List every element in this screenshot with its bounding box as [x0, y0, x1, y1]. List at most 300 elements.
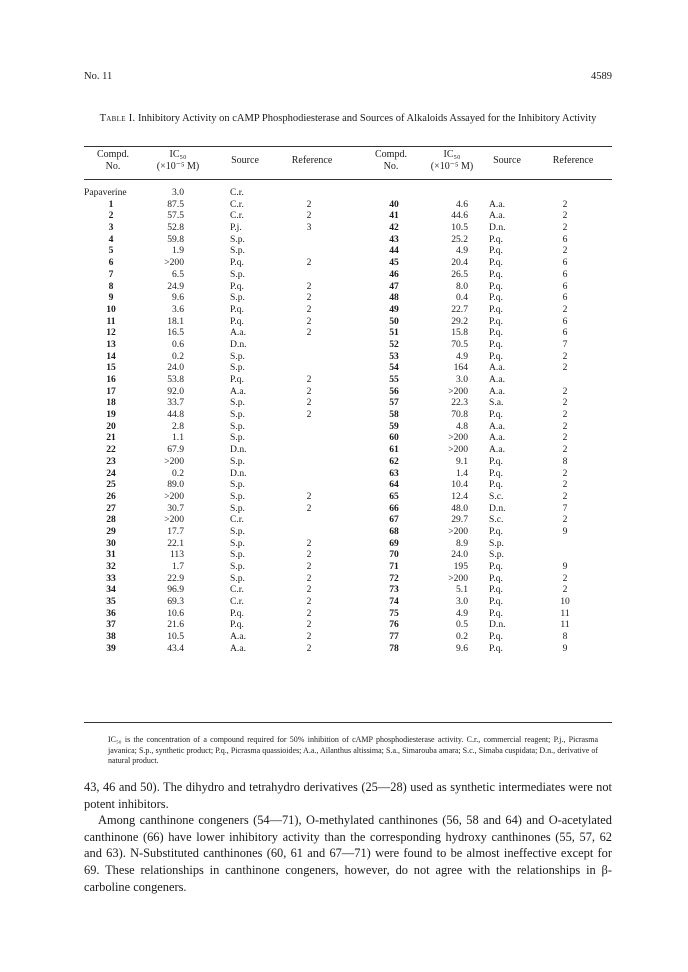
paragraph-2: Among canthinone congeners (54—71), O-methylated canthinones (56, 58 and 64) and O-acetylated canthinone (66) have lower inhibitory activity than the corresponding hydroxy canthinones (55, 57, 62 and 63). N-Substituted canthinones (60, 61 and 67—71) were found to be almost ineffective except for 69. These relationships in canthinone congeners, however, do not agree with the relationships in β-carboline congeners.: [84, 813, 612, 894]
source-cell-2: A.a.: [489, 432, 505, 444]
ic50-value-cell-2: 24.0: [451, 549, 468, 561]
table-row: [84, 514, 612, 526]
table-row: [84, 631, 612, 643]
reference-cell: 2: [306, 198, 312, 210]
reference-cell-2: 2: [562, 397, 568, 409]
source-cell-2: P.q.: [489, 327, 503, 339]
reference-cell: 2: [306, 607, 312, 619]
ic50-value-cell: 10.5: [167, 631, 184, 643]
ic50-value-cell-2: 44.6: [451, 210, 468, 222]
compound-no-cell-2: 55: [389, 374, 399, 385]
ic50-value-cell: 30.7: [167, 502, 184, 514]
source-cell-2: P.q.: [489, 268, 503, 280]
compound-no-cell-2: 78: [389, 642, 399, 654]
ic50-value-cell: 89.0: [167, 479, 184, 491]
source-cell: S.p.: [230, 490, 245, 502]
reference-cell-2: 6: [562, 233, 568, 245]
source-cell: S.p.: [230, 561, 245, 572]
reference-cell-2: 6: [562, 257, 568, 269]
source-cell-2: P.q.: [489, 455, 503, 467]
ic50-value-cell: >200: [164, 257, 184, 269]
reference-cell-2: 2: [562, 362, 568, 374]
ic50-value-cell: 21.6: [167, 619, 184, 631]
compound-no-cell: 22: [106, 444, 116, 456]
reference-cell-2: 7: [562, 338, 568, 350]
compound-no-cell: 35: [106, 596, 116, 608]
source-cell: P.q.: [230, 303, 244, 315]
source-cell: S.p.: [230, 572, 245, 584]
compound-no-cell-2: 75: [389, 607, 399, 619]
ic50-value-cell: 16.5: [167, 327, 184, 339]
reference-cell: 2: [306, 303, 312, 315]
reference-cell: 2: [306, 537, 312, 549]
reference-cell-2: 2: [562, 303, 568, 315]
source-cell-2: P.q.: [489, 467, 503, 479]
compound-no-cell-2: 61: [389, 444, 399, 456]
ic50-value-cell-2: 22.7: [451, 303, 468, 315]
table-row: [84, 479, 612, 491]
reference-cell: 2: [306, 280, 312, 292]
table-row: [84, 549, 612, 561]
compound-no-cell: 34: [106, 584, 116, 596]
source-cell-2: P.q.: [489, 292, 503, 304]
compound-no-cell-2: 73: [389, 584, 399, 596]
table-row: [84, 362, 612, 374]
ic50-value-cell-2: 0.5: [456, 619, 468, 631]
compound-no-cell-2: 66: [389, 502, 399, 514]
reference-cell-2: 2: [562, 467, 568, 479]
compound-no-cell-2: 40: [389, 198, 399, 210]
reference-cell-2: 2: [562, 572, 568, 584]
ic50-value-cell: 33.7: [167, 397, 184, 409]
compound-no-cell: 24: [106, 467, 116, 479]
source-cell: A.a.: [230, 327, 246, 339]
table-header-rule: [84, 179, 612, 180]
ic50-value-cell: 6.5: [172, 268, 184, 280]
source-cell-2: D.n.: [489, 222, 506, 234]
table-row: [84, 596, 612, 608]
source-cell-2: P.q.: [489, 642, 503, 654]
source-cell: P.q.: [230, 607, 244, 619]
source-cell: P.q.: [230, 619, 244, 631]
reference-cell: 2: [306, 397, 312, 409]
source-cell: A.a.: [230, 631, 246, 643]
source-cell-2: A.a.: [489, 374, 505, 385]
source-cell: S.p.: [230, 409, 245, 421]
source-cell-2: P.q.: [489, 350, 503, 362]
table-row: [84, 584, 612, 596]
page-number: 4589: [591, 71, 612, 82]
compound-no-cell-2: 45: [389, 257, 399, 269]
compound-no-cell-2: 52: [389, 338, 399, 350]
reference-cell-2: 6: [562, 327, 568, 339]
reference-cell: 2: [306, 374, 312, 385]
reference-cell: 2: [306, 327, 312, 339]
compound-no-cell-2: 72: [389, 572, 399, 584]
reference-cell-2: 11: [560, 619, 570, 631]
ic50-value-cell-2: 8.9: [456, 537, 468, 549]
table-row: [84, 234, 612, 246]
table-row: [84, 409, 612, 421]
ic50-value-cell: 113: [169, 549, 184, 561]
compound-no-cell-2: 47: [389, 280, 399, 292]
source-cell-2: S.p.: [489, 537, 504, 549]
ic50-value-cell-2: 29.7: [451, 514, 468, 526]
col-header-source: Source: [231, 155, 259, 166]
journal-issue: No. 11: [84, 71, 113, 82]
source-cell: S.p.: [230, 502, 245, 514]
compound-no-cell-2: 71: [389, 561, 399, 572]
col-header-compd-2: [362, 149, 420, 173]
table-row: [84, 643, 612, 655]
compound-no-cell: 9: [108, 292, 114, 304]
reference-cell-2: 2: [562, 420, 568, 432]
source-cell: D.n.: [230, 467, 247, 479]
ic50-value-cell-2: 29.2: [451, 315, 468, 327]
reference-cell: 2: [306, 385, 312, 397]
source-cell: S.p.: [230, 432, 245, 444]
reference-cell-2: 2: [562, 222, 568, 234]
compound-no-cell: 1: [108, 198, 114, 210]
reference-cell-2: 2: [562, 198, 568, 210]
ic50-value-cell: 1.7: [172, 561, 184, 572]
table-row: [84, 199, 612, 211]
col-header-ic50-2: [424, 149, 480, 173]
source-cell-2: P.q.: [489, 303, 503, 315]
source-cell: S.p.: [230, 362, 245, 374]
ic50-value-cell: 57.5: [167, 210, 184, 222]
ic50-value-cell-2: 1.4: [456, 467, 468, 479]
source-cell: A.a.: [230, 385, 246, 397]
ic50-value-cell: 0.2: [172, 467, 184, 479]
source-cell: S.p.: [230, 420, 245, 432]
compound-no-cell: 15: [106, 362, 116, 374]
source-cell-2: A.a.: [489, 198, 505, 210]
source-cell: S.p.: [230, 479, 245, 491]
body-text: [84, 779, 612, 895]
ic50-value-cell-2: 70.8: [451, 409, 468, 421]
source-cell: D.n.: [230, 338, 247, 350]
table-row: [84, 187, 612, 199]
ic50-value-cell: >200: [164, 514, 184, 526]
compound-no-cell-2: 69: [389, 537, 399, 549]
ic50-value-cell-2: 195: [453, 561, 468, 572]
source-cell: C.r.: [230, 198, 244, 210]
reference-cell-2: 2: [562, 245, 568, 257]
source-cell-2: A.a.: [489, 420, 505, 432]
table-row: [84, 292, 612, 304]
table-row: [84, 269, 612, 281]
ic50-value-cell-2: 10.5: [451, 222, 468, 234]
compound-no-cell-2: 42: [389, 222, 399, 234]
reference-cell-2: 2: [562, 514, 568, 526]
ic50-value-cell-2: 4.6: [456, 198, 468, 210]
ic50-value-cell-2: 10.4: [451, 479, 468, 491]
source-cell-2: P.q.: [489, 338, 503, 350]
reference-cell: 2: [306, 596, 312, 608]
compound-no-cell-2: 43: [389, 233, 399, 245]
compound-no-cell-2: 58: [389, 409, 399, 421]
compound-no-cell: 19: [106, 409, 116, 421]
source-cell-2: S.a.: [489, 397, 504, 409]
reference-cell: 2: [306, 549, 312, 561]
source-cell-2: A.a.: [489, 362, 505, 374]
source-cell-2: A.a.: [489, 444, 505, 456]
table-row: [84, 561, 612, 573]
compound-no-cell: 21: [106, 432, 116, 444]
reference-cell-2: 6: [562, 292, 568, 304]
ic50-value-cell: 0.2: [172, 350, 184, 362]
reference-cell: 2: [306, 619, 312, 631]
reference-cell-2: 7: [562, 502, 568, 514]
reference-cell: 2: [306, 292, 312, 304]
source-cell: C.r.: [230, 596, 244, 608]
reference-cell: 2: [306, 631, 312, 643]
table-row: [84, 503, 612, 515]
compound-no-cell: 16: [106, 374, 116, 385]
source-cell-2: P.q.: [489, 561, 503, 572]
compound-no-cell: 6: [108, 257, 114, 269]
reference-cell: 2: [306, 642, 312, 654]
table-row: [84, 432, 612, 444]
ic50-value-cell: 17.7: [167, 525, 184, 537]
reference-cell-2: 6: [562, 315, 568, 327]
ic50-value-cell-2: 4.9: [456, 245, 468, 257]
compound-no-cell-2: 77: [389, 631, 399, 643]
compound-no-cell-2: 49: [389, 303, 399, 315]
compound-no-cell: 31: [106, 549, 116, 561]
table-row: [84, 257, 612, 269]
compound-no-cell: 12: [106, 327, 116, 339]
ic50-value-cell-2: 164: [453, 362, 468, 374]
compound-no-cell-2: 68: [389, 525, 399, 537]
table-bottom-rule: [84, 722, 612, 723]
table-row: [84, 491, 612, 503]
ic50-value-cell-2: 22.3: [451, 397, 468, 409]
table-row: [84, 386, 612, 398]
ic50-value-cell: 92.0: [167, 385, 184, 397]
source-cell: P.q.: [230, 257, 244, 269]
ic50-value-cell: 67.9: [167, 444, 184, 456]
ic50-value-cell-2: 70.5: [451, 338, 468, 350]
col-header-compd-label: Compd.: [97, 149, 129, 160]
reference-cell-2: 2: [562, 584, 568, 596]
compound-no-cell: 2: [108, 210, 114, 222]
source-cell-2: P.q.: [489, 409, 503, 421]
source-cell-2: P.q.: [489, 245, 503, 257]
compound-no-cell-2: 53: [389, 350, 399, 362]
compound-no-cell: 17: [106, 385, 116, 397]
reference-cell-2: 2: [562, 350, 568, 362]
source-cell: C.r.: [230, 187, 244, 198]
source-cell: S.p.: [230, 268, 245, 280]
reference-cell-2: 9: [562, 525, 568, 537]
compound-no-cell: 10: [106, 303, 116, 315]
col-header-compd: [84, 149, 142, 173]
table-footnote: IC₅₀ is the concentration of a compound required for 50% inhibition of cAMP phosphodiesterase activity. C.r., commercial reagent; P.j., Picrasma javanica; S.p., synthetic product; P.q., Picrasma quassioides; A.a., Ailanthus altissima; S.a., Simarouba amara; S.c., Simaba cuspidata; D.n., derivative of natural product.: [108, 735, 598, 765]
ic50-value-cell-2: 26.5: [451, 268, 468, 280]
ic50-value-cell: 53.8: [167, 374, 184, 385]
ic50-value-cell: 96.9: [167, 584, 184, 596]
source-cell-2: P.q.: [489, 479, 503, 491]
compound-no-cell: 26: [106, 490, 116, 502]
compound-no-cell-2: 44: [389, 245, 399, 257]
ic50-value-cell: 43.4: [167, 642, 184, 654]
ic50-value-cell-2: 4.9: [456, 350, 468, 362]
reference-cell: 3: [306, 222, 312, 234]
source-cell-2: S.c.: [489, 490, 504, 502]
col-header-source-2: Source: [493, 155, 521, 166]
source-cell-2: P.q.: [489, 584, 503, 596]
ic50-value-cell: 24.0: [167, 362, 184, 374]
compound-no-cell-2: 60: [389, 432, 399, 444]
col-header-ic50-2-unit: (×10⁻⁵ M): [430, 161, 474, 172]
source-cell: P.q.: [230, 315, 244, 327]
ic50-value-cell-2: 9.1: [456, 455, 468, 467]
col-header-ic50: [150, 149, 206, 173]
source-cell-2: A.a.: [489, 210, 505, 222]
reference-cell-2: 6: [562, 268, 568, 280]
compound-no-cell-2: 76: [389, 619, 399, 631]
ic50-value-cell-2: 12.4: [451, 490, 468, 502]
ic50-value-cell: 9.6: [172, 292, 184, 304]
compound-no-cell: 38: [106, 631, 116, 643]
ic50-value-cell: 2.8: [172, 420, 184, 432]
compound-no-cell: 4: [108, 233, 114, 245]
source-cell: P.j.: [230, 222, 242, 234]
source-cell: S.p.: [230, 455, 245, 467]
compound-no-cell: 13: [106, 338, 116, 350]
col-header-reference-2: Reference: [552, 155, 594, 166]
source-cell-2: P.q.: [489, 315, 503, 327]
reference-cell: 2: [306, 490, 312, 502]
table-row: [84, 339, 612, 351]
table-label: Table I.: [99, 113, 136, 124]
col-header-no-label: No.: [105, 161, 121, 172]
table-row: [84, 397, 612, 409]
ic50-value-cell-2: 20.4: [451, 257, 468, 269]
col-header-ic50-2-label: IC₅₀: [443, 149, 461, 160]
compound-no-cell-2: 64: [389, 479, 399, 491]
ic50-value-cell: 0.6: [172, 338, 184, 350]
reference-cell: 2: [306, 315, 312, 327]
compound-no-cell: 3: [108, 222, 114, 234]
col-header-compd-2-label: Compd.: [375, 149, 407, 160]
ic50-value-cell-2: 0.2: [456, 631, 468, 643]
ic50-value-cell: 24.9: [167, 280, 184, 292]
source-cell: S.p.: [230, 537, 245, 549]
table-row: [84, 421, 612, 433]
compound-no-cell: 23: [106, 455, 116, 467]
source-cell-2: P.q.: [489, 280, 503, 292]
source-cell: C.r.: [230, 514, 244, 526]
compound-no-cell-2: 63: [389, 467, 399, 479]
table-caption: [84, 112, 612, 125]
compound-no-cell-2: 46: [389, 268, 399, 280]
ic50-value-cell-2: 9.6: [456, 642, 468, 654]
col-header-no-2-label: No.: [383, 161, 399, 172]
compound-no-cell: 5: [108, 245, 114, 257]
table-row: [84, 316, 612, 328]
ic50-value-cell-2: 3.0: [456, 374, 468, 385]
ic50-value-cell: 69.3: [167, 596, 184, 608]
table-body: [84, 187, 612, 655]
reference-cell: 2: [306, 210, 312, 222]
ic50-value-cell-2: 15.8: [451, 327, 468, 339]
compound-no-cell: 18: [106, 397, 116, 409]
compound-no-cell-2: 62: [389, 455, 399, 467]
reference-cell-2: 10: [560, 596, 570, 608]
source-cell-2: S.c.: [489, 514, 504, 526]
compound-no-cell: Papaverine: [84, 187, 127, 198]
reference-cell-2: 8: [562, 631, 568, 643]
table-row: [84, 245, 612, 257]
compound-no-cell: 25: [106, 479, 116, 491]
ic50-value-cell: 52.8: [167, 222, 184, 234]
table-row: [84, 444, 612, 456]
reference-cell-2: 2: [562, 490, 568, 502]
reference-cell-2: 2: [562, 444, 568, 456]
table-title: Inhibitory Activity on cAMP Phosphodiesterase and Sources of Alkaloids Assayed for the Inhibitory Activity: [138, 113, 597, 124]
source-cell: S.p.: [230, 397, 245, 409]
source-cell-2: D.n.: [489, 619, 506, 631]
ic50-value-cell-2: >200: [448, 525, 468, 537]
compound-no-cell-2: 48: [389, 292, 399, 304]
ic50-value-cell: 59.8: [167, 233, 184, 245]
table-row: [84, 222, 612, 234]
reference-cell-2: 2: [562, 385, 568, 397]
compound-no-cell-2: 59: [389, 420, 399, 432]
compound-no-cell-2: 51: [389, 327, 399, 339]
ic50-value-cell-2: 4.8: [456, 420, 468, 432]
source-cell: S.p.: [230, 525, 245, 537]
ic50-value-cell: 22.1: [167, 537, 184, 549]
ic50-value-cell: >200: [164, 490, 184, 502]
compound-no-cell: 33: [106, 572, 116, 584]
compound-no-cell-2: 50: [389, 315, 399, 327]
ic50-value-cell: 22.9: [167, 572, 184, 584]
source-cell-2: P.q.: [489, 233, 503, 245]
ic50-value-cell-2: 8.0: [456, 280, 468, 292]
table-row: [84, 327, 612, 339]
reference-cell-2: 6: [562, 280, 568, 292]
source-cell: C.r.: [230, 584, 244, 596]
ic50-value-cell-2: 5.1: [456, 584, 468, 596]
compound-no-cell: 30: [106, 537, 116, 549]
compound-no-cell: 39: [106, 642, 116, 654]
ic50-value-cell-2: 25.2: [451, 233, 468, 245]
ic50-value-cell: >200: [164, 455, 184, 467]
compound-no-cell: 36: [106, 607, 116, 619]
table-top-rule: [84, 146, 612, 147]
source-cell-2: P.q.: [489, 572, 503, 584]
compound-no-cell-2: 56: [389, 385, 399, 397]
source-cell: P.q.: [230, 374, 244, 385]
col-header-ic50-label: IC₅₀: [169, 149, 187, 160]
source-cell-2: D.n.: [489, 502, 506, 514]
ic50-value-cell: 1.1: [172, 432, 184, 444]
compound-no-cell: 20: [106, 420, 116, 432]
ic50-value-cell: 18.1: [167, 315, 184, 327]
compound-no-cell-2: 70: [389, 549, 399, 561]
ic50-value-cell-2: 4.9: [456, 607, 468, 619]
table-row: [84, 573, 612, 585]
ic50-value-cell: 44.8: [167, 409, 184, 421]
source-cell-2: P.q.: [489, 631, 503, 643]
col-header-ic50-unit: (×10⁻⁵ M): [156, 161, 200, 172]
source-cell-2: S.p.: [489, 549, 504, 561]
compound-no-cell: 27: [106, 502, 116, 514]
